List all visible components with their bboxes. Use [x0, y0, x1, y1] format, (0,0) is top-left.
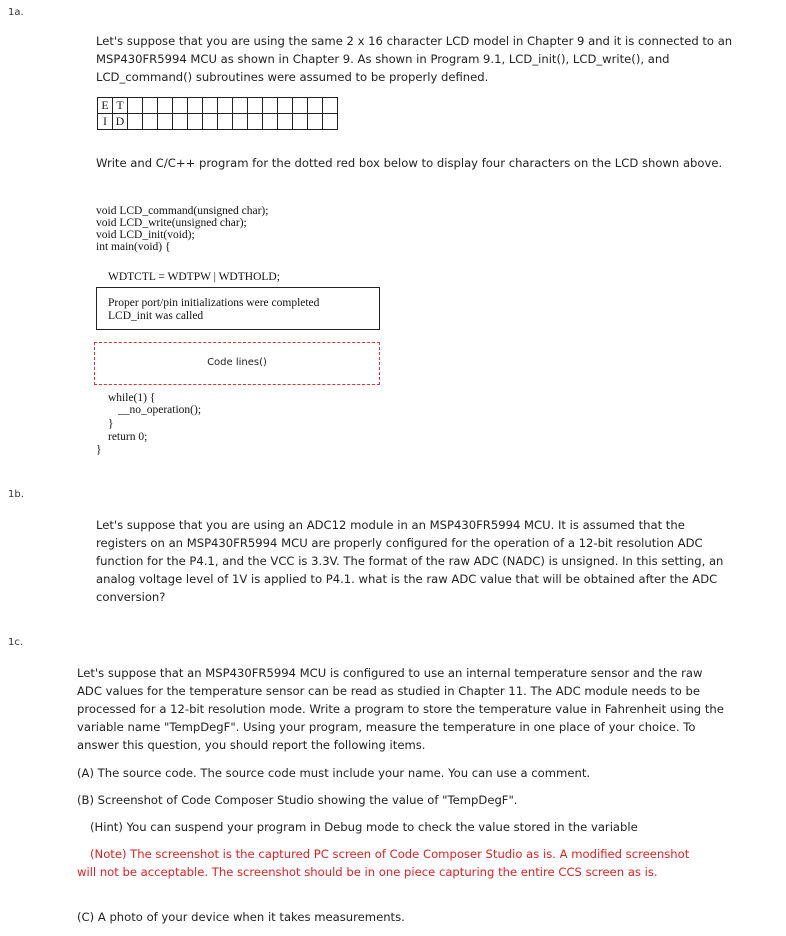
lcd-cell	[143, 98, 158, 114]
question-1c-note: (Note) The screenshot is the captured PC screen of Code Composer Studio as is. A modified screenshot will not be acceptable. The screenshot should be in one piece capturing the entire CCS screen as is.	[77, 847, 690, 879]
lcd-cell	[308, 98, 323, 114]
question-1c-item-b: (B) Screenshot of Code Composer Studio showing the value of "TempDegF".	[77, 793, 518, 807]
lcd-cell: E	[98, 98, 113, 114]
lcd-cell	[278, 114, 293, 130]
code-decl-lcd-command: void LCD_command(unsigned char);	[96, 205, 269, 217]
lcd-cell	[173, 98, 188, 114]
lcd-cell	[308, 114, 323, 130]
lcd-cell: D	[113, 114, 128, 130]
lcd-cell	[218, 114, 233, 130]
lcd-cell	[293, 98, 308, 114]
code-main-signature: int main(void) {	[96, 241, 171, 253]
question-1c-item-a: (A) The source code. The source code must include your name. You can use a comment.	[77, 766, 591, 780]
question-1b-label: 1b.	[8, 489, 24, 500]
lcd-cell	[158, 98, 173, 114]
lcd-cell	[128, 98, 143, 114]
lcd-cell	[143, 114, 158, 130]
lcd-row-2	[98, 114, 338, 130]
question-1c-label: 1c.	[8, 637, 24, 648]
lcd-cell	[188, 114, 203, 130]
lcd-cell	[188, 98, 203, 114]
question-1a-instruction: Write and C/C++ program for the dotted red box below to display four characters on the LCD shown above.	[96, 156, 723, 170]
question-1c-item-c: (C) A photo of your device when it takes measurements.	[77, 910, 405, 924]
lcd-cell: I	[98, 114, 113, 130]
lcd-cell	[128, 114, 143, 130]
lcd-cell	[248, 114, 263, 130]
init-box-line-1: Proper port/pin initializations were completed	[108, 297, 320, 309]
question-1c-hint: (Hint) You can suspend your program in Debug mode to check the value stored in the variable	[90, 820, 638, 834]
code-wdt-line: WDTCTL = WDTPW | WDTHOLD;	[108, 271, 280, 283]
code-lines-placeholder: Code lines()	[207, 357, 267, 368]
code-decl-lcd-init: void LCD_init(void);	[96, 229, 195, 241]
question-1a-label: 1a.	[8, 7, 24, 18]
question-1b-text: Let's suppose that you are using an ADC12 module in an MSP430FR5994 MCU. It is assumed that the registers on an MSP430FR5994 MCU are properly configured for the operation of a 12-bit resolution ADC function for the P4.1, and the VCC is 3.3V. The format of the raw ADC (NADC) is unsigned. In this setting, an analog voltage level of 1V is applied to P4.1. what is the raw ADC value that will be obtained after the ADC conversion?	[96, 518, 724, 604]
code-main-close: }	[96, 444, 102, 456]
code-no-operation: __no_operation();	[118, 404, 202, 416]
code-answer-dotted-box	[94, 342, 380, 385]
lcd-display-grid	[97, 97, 338, 130]
init-box-line-2: LCD_init was called	[108, 310, 204, 322]
lcd-cell	[218, 98, 233, 114]
lcd-cell	[263, 114, 278, 130]
lcd-cell	[203, 114, 218, 130]
lcd-row-1	[98, 98, 338, 114]
lcd-cell	[263, 98, 278, 114]
question-1a-intro: Let's suppose that you are using the same 2 x 16 character LCD model in Chapter 9 and it is connected to an MSP430FR5994 MCU as shown in Chapter 9. As shown in Program 9.1, LCD_init(), LCD_write(), and LCD_command() subroutines were assumed to be properly defined.	[96, 34, 733, 84]
lcd-cell	[323, 98, 338, 114]
lcd-cell	[248, 98, 263, 114]
lcd-cell	[233, 114, 248, 130]
code-decl-lcd-write: void LCD_write(unsigned char);	[96, 217, 247, 229]
lcd-cell	[158, 114, 173, 130]
lcd-cell	[323, 114, 338, 130]
question-1c-text: Let's suppose that an MSP430FR5994 MCU is configured to use an internal temperature sensor and the raw ADC values for the temperature sensor can be read as studied in Chapter 11. The ADC module needs to be processed for a 12-bit resolution mode. Write a program to store the temperature value in Fahrenheit using the variable name "TempDegF". Using your program, measure the temperature in one place of your choice. To answer this question, you should report the following items.	[77, 666, 724, 752]
lcd-cell	[203, 98, 218, 114]
lcd-cell	[173, 114, 188, 130]
lcd-cell	[293, 114, 308, 130]
code-while-loop: while(1) {	[108, 392, 156, 404]
lcd-cell	[233, 98, 248, 114]
code-while-close: }	[108, 418, 114, 430]
code-return: return 0;	[108, 431, 148, 443]
init-complete-box	[96, 287, 380, 330]
lcd-cell: T	[113, 98, 128, 114]
lcd-cell	[278, 98, 293, 114]
